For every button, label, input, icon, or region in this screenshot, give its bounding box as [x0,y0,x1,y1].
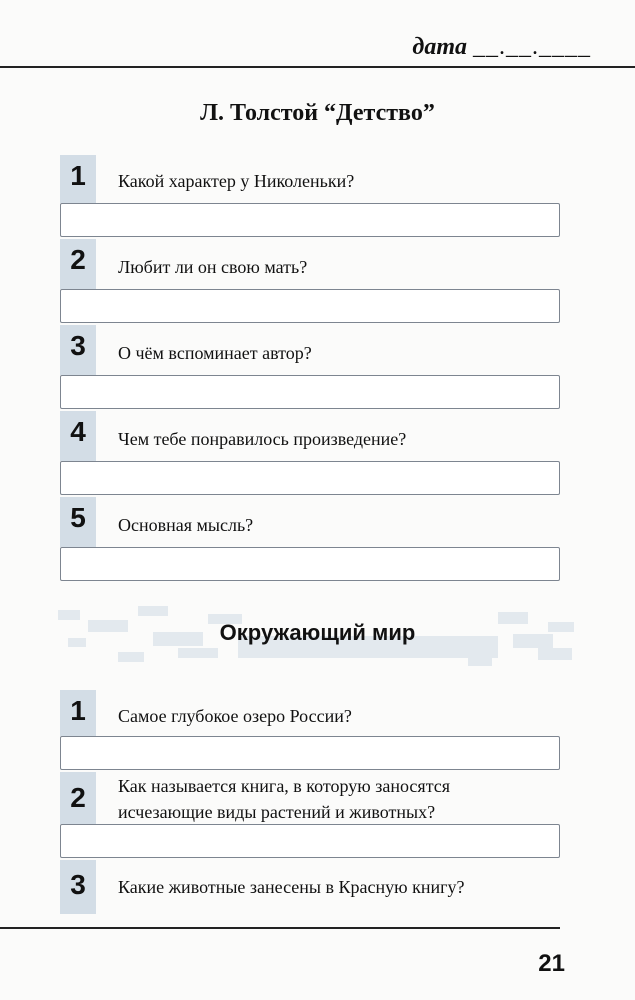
page-number: 21 [538,950,565,977]
date-label: дата [412,34,467,60]
answer-field[interactable] [60,375,560,409]
date-line [412,34,591,61]
question-text: Какие животные занесены в Красную книгу? [118,877,465,897]
question-text: Самое глубокое озеро России? [118,706,352,726]
question-text-line: исчезающие виды растений и животных? [118,802,436,822]
bottom-rule [0,927,560,929]
question-text: Какой характер у Николеньки? [118,171,355,191]
answer-field[interactable] [60,461,560,495]
question-number: 4 [60,411,96,461]
answer-field[interactable] [60,824,560,858]
top-rule [0,66,635,68]
section-title-world: Окружающий мир [219,620,416,645]
question-number: 5 [60,497,96,547]
question-text: Чем тебе понравилось произведение? [118,429,407,449]
question-text: О чём вспоминает автор? [118,343,312,363]
question-text: Любит ли он свою мать? [118,257,308,277]
question-number: 3 [60,860,96,914]
answer-field[interactable] [60,736,560,770]
question-number: 1 [60,690,96,736]
answer-field[interactable] [60,289,560,323]
question-number: 3 [60,325,96,375]
section-title-tolstoy: Л. Толстой “Детство” [200,100,435,126]
answer-field[interactable] [60,203,560,237]
answer-field[interactable] [60,547,560,581]
question-number: 1 [60,155,96,203]
question-text: Основная мысль? [118,515,254,535]
question-text [118,773,450,825]
question-text-line: Как называется книга, в которую заносятся [118,776,451,796]
question-number: 2 [60,772,96,824]
question-number: 2 [60,239,96,289]
date-blanks: __.__.____ [473,34,591,60]
